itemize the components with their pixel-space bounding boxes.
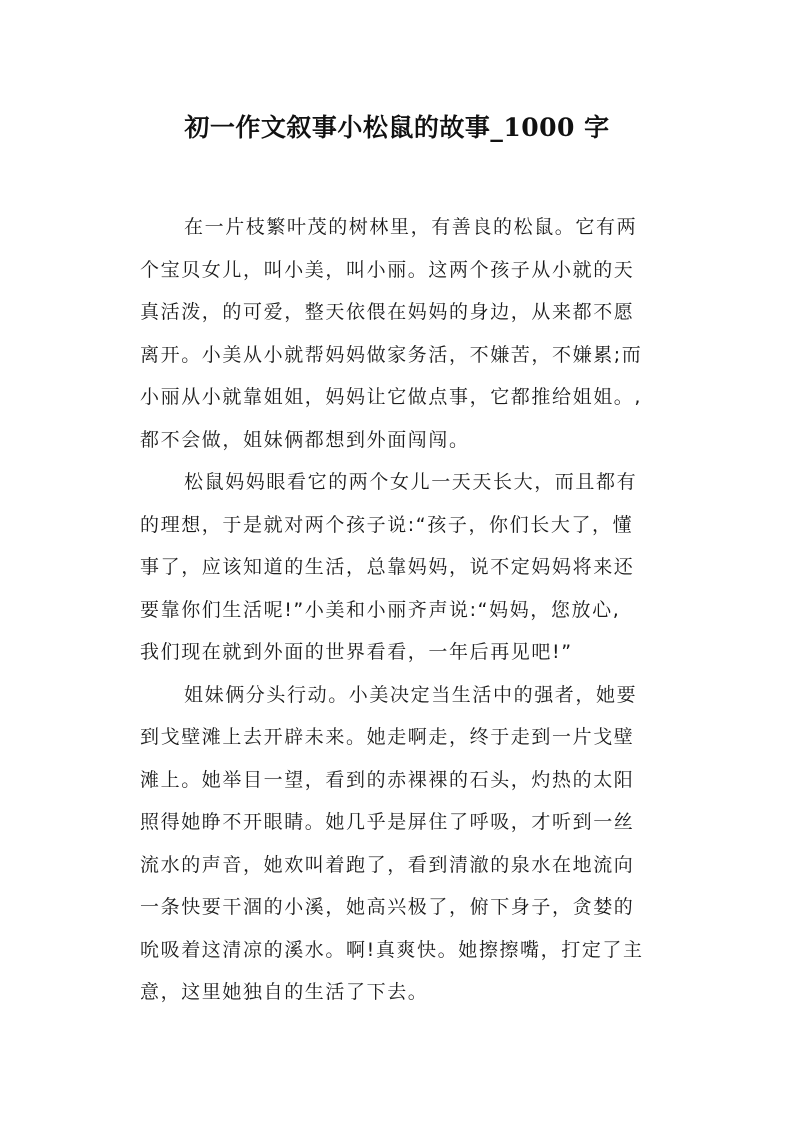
paragraph-line: 要靠你们生活呢!”小美和小丽齐声说:“妈妈，您放心, [140,598,621,621]
paragraph-line: 滩上。她举目一望，看到的赤裸裸的石头，灼热的太阳 [140,768,635,791]
paragraph-line: 真活泼，的可爱，整天依偎在妈妈的身边，从来都不愿 [140,301,635,323]
paragraph-line: 的理想，于是就对两个孩子说:“孩子，你们长大了，懂 [140,513,634,536]
document-title: 初一作文叙事小松鼠的故事_1000 字 [184,113,610,142]
paragraph-line: 一条快要干涸的小溪，她高兴极了，俯下身子，贪婪的 [140,896,635,918]
paragraph-line: 姐妹俩分头行动。小美决定当生活中的强者，她要 [184,683,638,706]
paragraph-line: 小丽从小就靠姐姐，妈妈让它做点事，它都推给姐姐。, [140,386,643,408]
paragraph-line: 都不会做，姐妹俩都想到外面闯闯。 [140,428,470,451]
paragraph-line: 事了，应该知道的生活，总靠妈妈，说不定妈妈将来还 [140,556,635,578]
paragraph-line: 吮吸着这清凉的溪水。啊!真爽快。她擦擦嘴，打定了主 [140,938,644,961]
paragraph-line: 离开。小美从小就帮妈妈做家务活，不嫌苦，不嫌累;而 [140,343,643,366]
paragraph-line: 意，这里她独自的生活了下去。 [140,981,429,1003]
paragraph-line: 流水的声音，她欢叫着跑了，看到清澈的泉水在地流向 [140,853,635,876]
document-body [140,206,665,1014]
paragraph-line: 个宝贝女儿，叫小美，叫小丽。这两个孩子从小就的天 [140,258,635,281]
paragraph-line: 在一片枝繁叶茂的树林里，有善良的松鼠。它有两 [184,216,638,238]
paragraph-line: 照得她睁不开眼睛。她几乎是屏住了呼吸，才听到一丝 [140,811,635,833]
paragraph-line: 到戈壁滩上去开辟未来。她走啊走，终于走到一片戈壁 [140,726,635,748]
paragraph-line: 我们现在就到外面的世界看看，一年后再见吧!” [140,641,573,663]
paragraph-line: 松鼠妈妈眼看它的两个女儿一天天长大，而且都有 [184,471,638,493]
